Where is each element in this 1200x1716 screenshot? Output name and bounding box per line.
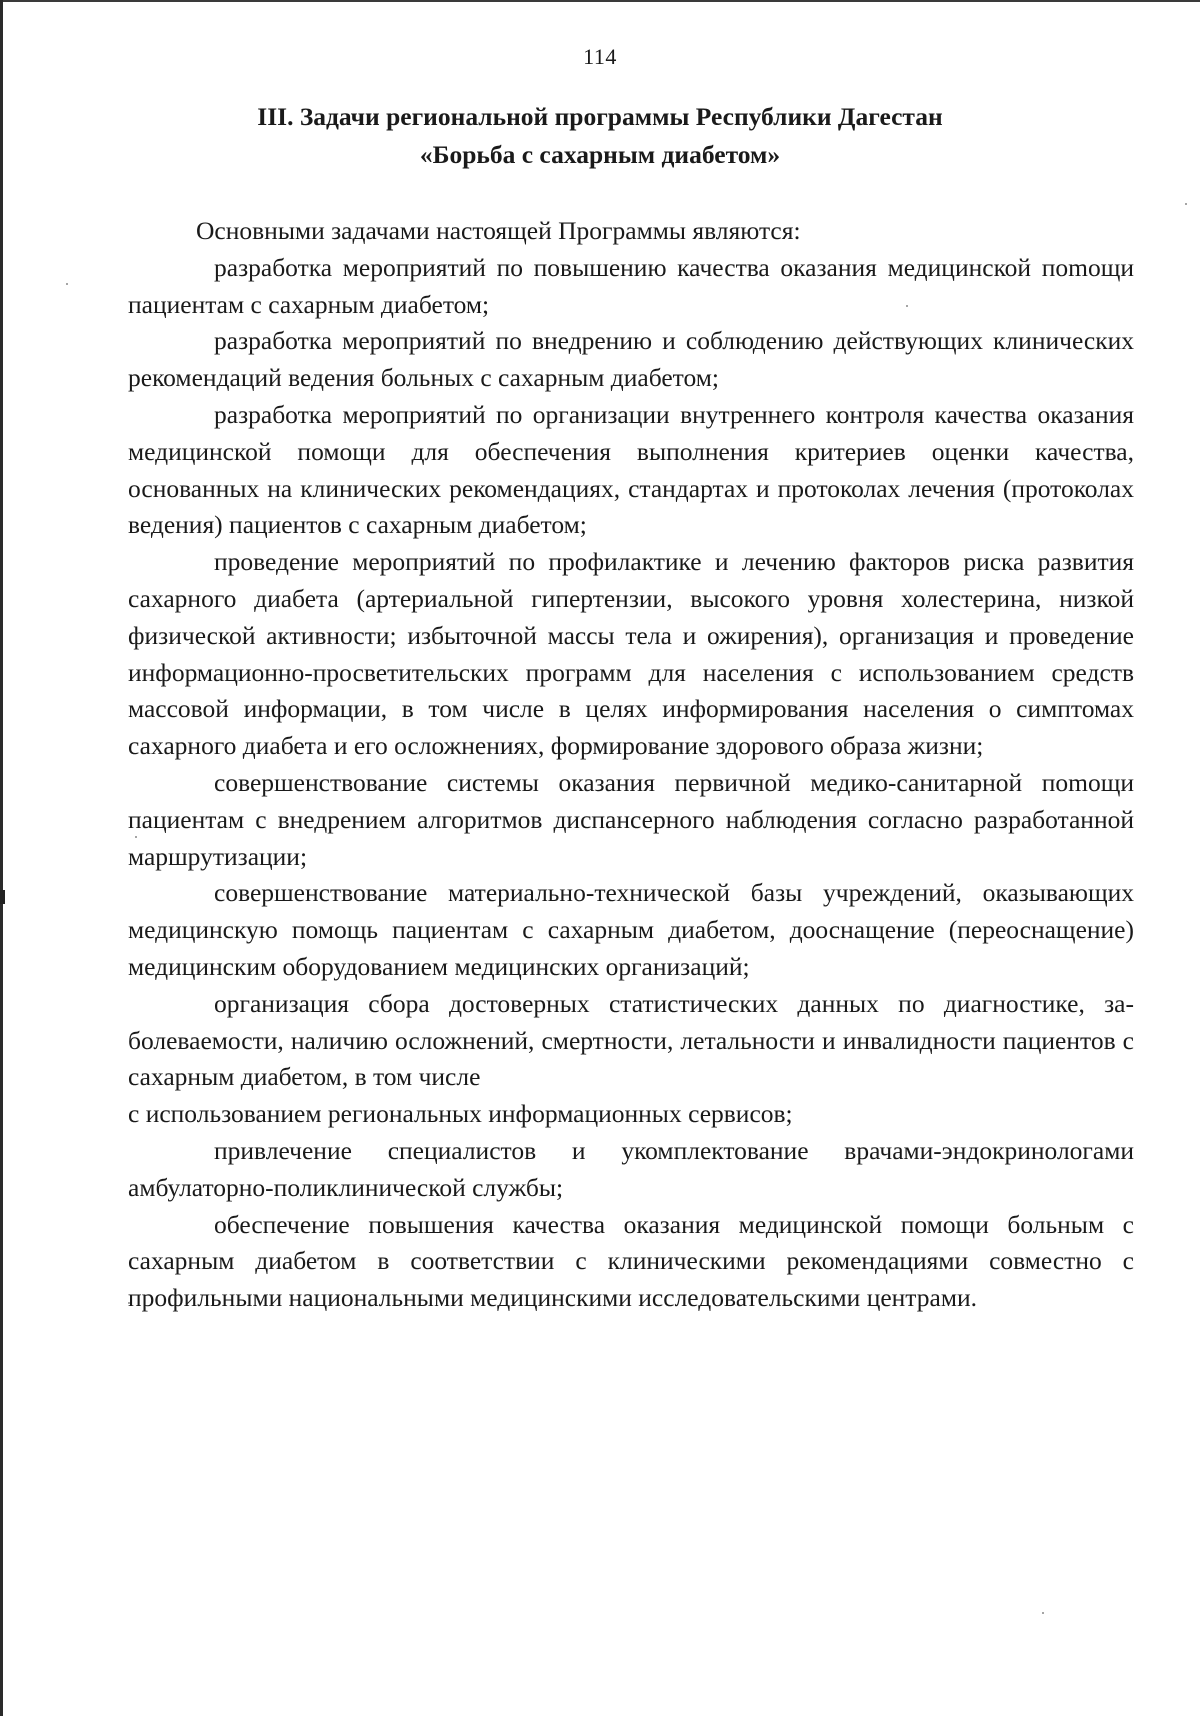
task-paragraph-continuation: с использованием региональных информационных сервисов; xyxy=(128,1099,793,1129)
task-paragraph: разработка мероприятий по повышению качества оказания медицинской поmощи пациентам с сахарным диабетом; xyxy=(128,252,1134,319)
scan-speck xyxy=(1185,203,1187,205)
intro-sentence: Основными задачами настоящей Программы являются: xyxy=(196,216,801,245)
scan-edge-left xyxy=(0,0,3,1716)
task-paragraph: разработка мероприятий по организации внутреннего контроля качества оказания медицинской помощи для обеспечения выполнения критериев оценки качества, основанных на клинических рекомендациях, стандартах и протоколах лечения (протоколах ведения) пациентов с сахарным диабетом; xyxy=(128,399,1134,540)
heading-line: III. Задачи региональной программы Республики Дагестан xyxy=(257,102,943,131)
task-paragraph: совершенствование материально-технической базы учреждений, оказывающих медицинскую помощь пациентам с сахарным диабетом, дооснащение (переоснащение) медицинским оборудованием медицинских организаций; xyxy=(128,878,1134,981)
task-paragraph: привлечение специалистов и укомплектование врачами-эндокринологами амбулаторно-поликлинической службы; xyxy=(128,1135,1134,1202)
heading-line: «Борьба с сахарным диабетом» xyxy=(419,140,781,169)
document-body xyxy=(128,213,1134,1317)
scan-speck xyxy=(66,283,68,285)
task-paragraph: проведение мероприятий по профилактике и лечению факторов риска развития сахарного диабета (артериальной гипертензии, высокого уровня холестерина, низкой физической активности; избыточной массы тела и ожирения), организация и проведение информационно-просветительских программ для населения с использованием средств массовой информации, в том числе в целях информирования населения о симптомах сахарного диабета и его осложнениях, формирование здорового образа жизни; xyxy=(128,547,1134,761)
task-paragraph: организация сбора достоверных статистических данных по диагностике, заболеваемости, наличию осложнений, смертности, летальности и инвалидности пациентов с сахарным диабетом, в том числе xyxy=(128,988,1134,1092)
task-paragraph: совершенствование системы оказания первичной медико-санитарной поmощи пациентам с внедрением алгоритмов диспансерного наблюдения согласно разработанной маршрутизации; xyxy=(128,767,1134,871)
task-paragraph: разработка мероприятий по внедрению и соблюдению действующих клинических рекомендаций ведения больных с сахарным диабетом; xyxy=(128,326,1134,393)
scan-mark xyxy=(0,890,5,904)
scan-speck xyxy=(1042,1612,1044,1614)
section-heading xyxy=(0,98,1200,174)
scan-edge-top xyxy=(0,0,1200,2)
task-paragraph: обеспечение повышения качества оказания медицинской помощи больным с сахарным диабетом в соответствии с клиническими рекомендациями совместно с профильными национальными медицинскими исследовательскими центрами. xyxy=(128,1209,1134,1313)
page-number: 114 xyxy=(583,44,617,69)
